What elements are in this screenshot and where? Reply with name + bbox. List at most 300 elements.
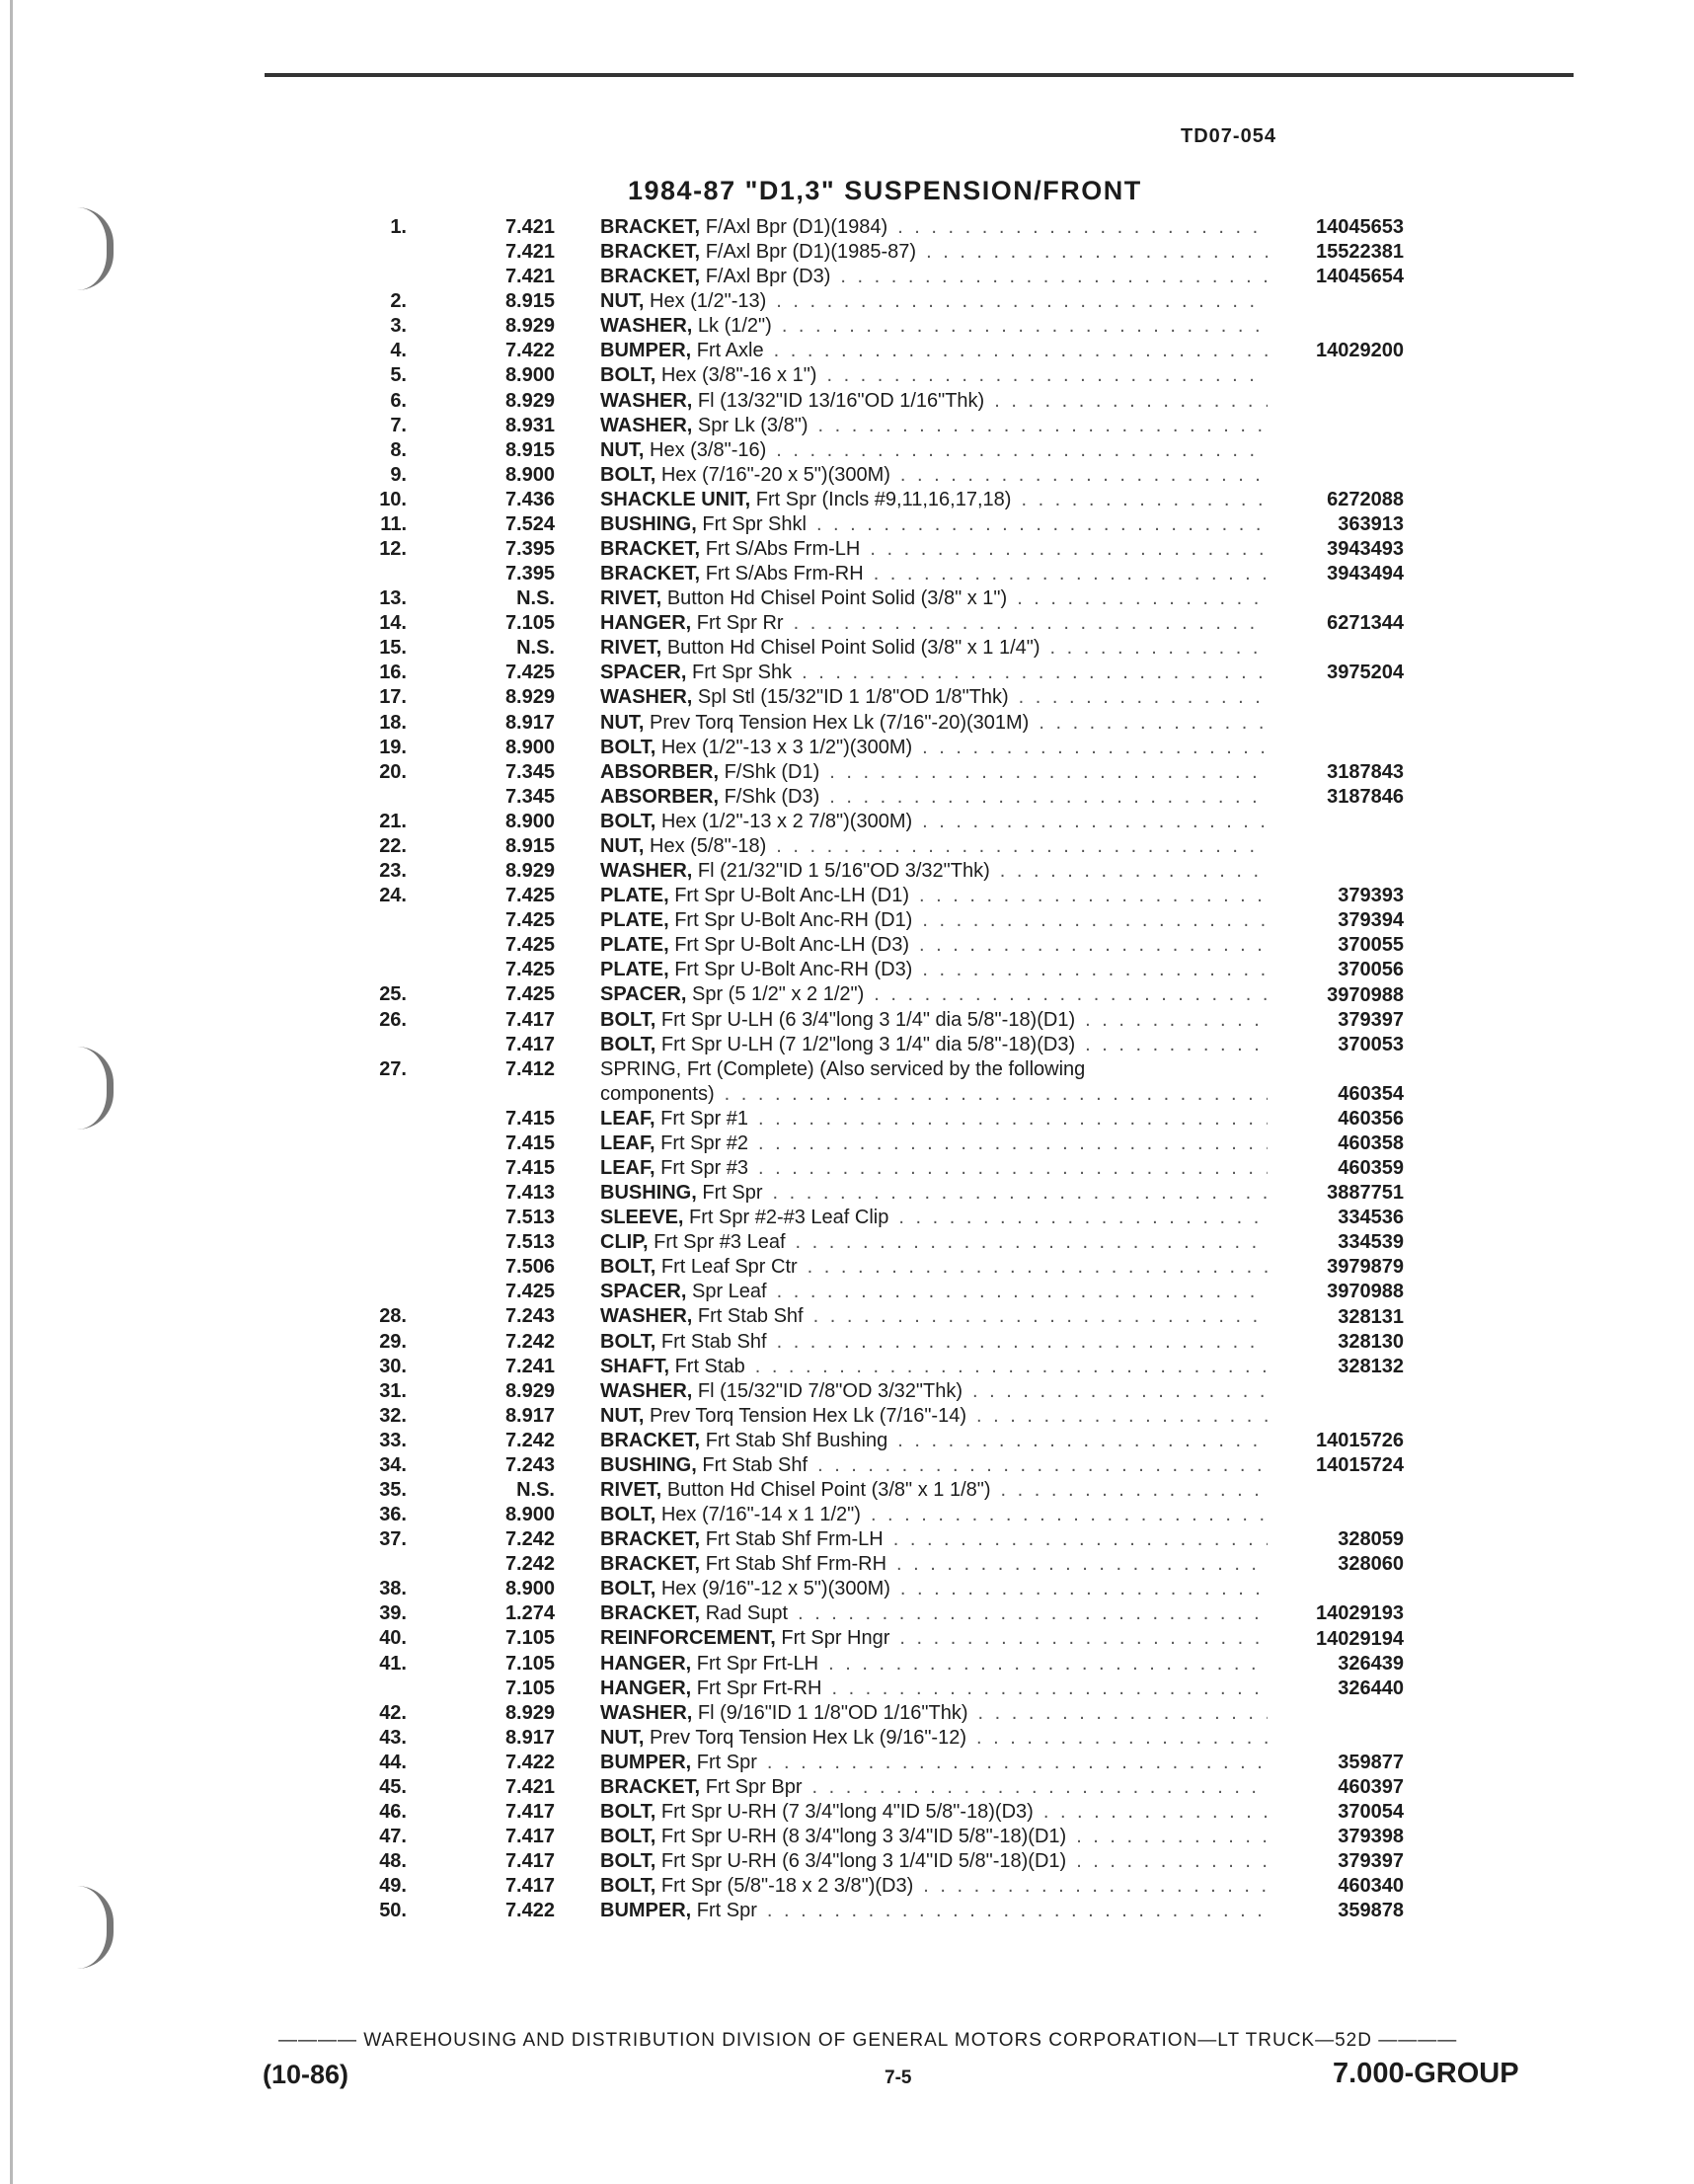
part-description <box>600 785 1268 810</box>
part-detail: Frt Spr Bpr <box>705 1775 803 1798</box>
part-description <box>600 537 1268 562</box>
group-number: 8.929 <box>504 389 555 412</box>
item-number: 31. <box>379 1379 407 1402</box>
part-detail: Frt Spr Frt-RH <box>696 1677 822 1699</box>
part-name: BRACKET, <box>600 1553 701 1576</box>
parts-row <box>0 1206 1694 1230</box>
leader-dots <box>774 339 1268 363</box>
part-description <box>600 1626 1268 1651</box>
parts-row <box>0 414 1694 438</box>
parts-row <box>0 933 1694 958</box>
part-detail: Frt Leaf Spr Ctr <box>660 1256 798 1279</box>
part-name: RIVET, <box>600 587 662 610</box>
leader-dots <box>976 1726 1268 1751</box>
part-name: ABSORBER, <box>600 760 720 783</box>
group-number: N.S. <box>516 587 555 610</box>
part-description <box>600 1181 1268 1206</box>
leader-dots <box>922 810 1268 834</box>
leader-dots <box>922 736 1268 760</box>
part-detail: Spr (5 1/2" x 2 1/2") <box>691 983 865 1006</box>
item-number: 24. <box>379 885 407 907</box>
part-description <box>600 438 1268 463</box>
part-detail: Frt Spr #2-#3 Leaf Clip <box>689 1207 889 1229</box>
part-name: HANGER, <box>600 1652 692 1675</box>
part-detail: Frt Spr <box>696 1900 757 1922</box>
part-description <box>600 215 1268 240</box>
item-number: 13. <box>379 587 407 610</box>
parts-row <box>0 1874 1694 1899</box>
part-number: 3970988 <box>1327 1281 1404 1303</box>
part-description <box>600 1601 1268 1626</box>
part-number: 370054 <box>1338 1801 1404 1824</box>
part-detail: Prev Torq Tension Hex Lk (7/16"-20)(301M) <box>650 711 1030 734</box>
part-detail: Frt Stab Shf Frm-RH <box>705 1553 887 1576</box>
parts-row <box>0 1429 1694 1453</box>
parts-row <box>0 537 1694 562</box>
group-number: 8.917 <box>504 711 555 734</box>
part-detail: Frt Spr <box>702 1182 763 1205</box>
part-detail: Frt Stab <box>674 1355 745 1377</box>
part-number: 328130 <box>1338 1330 1404 1353</box>
part-name: BOLT, <box>600 736 656 758</box>
part-description <box>600 1751 1268 1775</box>
part-number: 328060 <box>1338 1553 1404 1576</box>
footer-publisher-line: ———— WAREHOUSING AND DISTRIBUTION DIVISION OF GENERAL MOTORS CORPORATION—LT TRUCK—52D ———— <box>278 2030 1458 2051</box>
parts-row <box>0 711 1694 736</box>
part-description <box>600 414 1268 438</box>
part-detail: Lk (1/2") <box>697 315 772 338</box>
item-number: 15. <box>379 637 407 660</box>
group-number: 7.421 <box>504 1775 555 1798</box>
part-number: 14045654 <box>1316 266 1404 288</box>
part-number: 326439 <box>1338 1652 1404 1675</box>
part-detail: Fl (13/32"ID 13/16"OD 1/16"Thk) <box>697 389 985 412</box>
parts-row <box>0 859 1694 884</box>
item-number: 11. <box>380 512 407 535</box>
item-number: 30. <box>379 1355 407 1377</box>
part-detail: Frt (Complete) (Also serviced by the following <box>686 1057 1086 1080</box>
parts-row <box>0 1330 1694 1355</box>
item-number: 16. <box>379 662 407 684</box>
part-description <box>600 339 1268 363</box>
item-number: 36. <box>379 1504 407 1526</box>
parts-row <box>0 1404 1694 1429</box>
leader-dots <box>1000 859 1268 884</box>
parts-row <box>0 488 1694 512</box>
parts-row <box>0 661 1694 685</box>
part-name: BRACKET, <box>600 563 701 585</box>
parts-row <box>0 1626 1694 1651</box>
parts-row <box>0 736 1694 760</box>
group-number: 7.241 <box>504 1355 555 1377</box>
item-number: 33. <box>379 1429 407 1451</box>
parts-row <box>0 1503 1694 1527</box>
group-number: 7.417 <box>504 1850 555 1873</box>
group-number: 7.421 <box>504 216 555 238</box>
leader-dots <box>758 1131 1268 1156</box>
part-number: 14015724 <box>1316 1453 1404 1476</box>
parts-row <box>0 339 1694 363</box>
part-name: BOLT, <box>600 1578 656 1600</box>
item-number: 43. <box>379 1726 407 1749</box>
part-name: BRACKET, <box>600 1775 701 1798</box>
leader-dots <box>874 562 1268 586</box>
leader-dots <box>1085 1033 1268 1057</box>
part-description <box>600 685 1268 710</box>
parts-row <box>0 1131 1694 1156</box>
item-number: 40. <box>379 1627 407 1650</box>
parts-row <box>0 1577 1694 1601</box>
part-detail: Prev Torq Tension Hex Lk (9/16"-12) <box>650 1726 966 1749</box>
leader-dots <box>725 1082 1268 1107</box>
part-detail: Button Hd Chisel Point (3/8" x 1 1/8") <box>666 1478 991 1501</box>
part-number: 14029194 <box>1316 1627 1404 1650</box>
part-name: BOLT, <box>600 463 656 486</box>
part-number: 379397 <box>1338 1850 1404 1873</box>
part-name: NUT, <box>600 1726 645 1749</box>
part-description <box>600 1453 1268 1478</box>
part-number: 460397 <box>1338 1776 1404 1798</box>
page-title: 1984-87 "D1,3" SUSPENSION/FRONT <box>628 176 1142 205</box>
part-detail: Fl (21/32"ID 1 5/16"OD 3/32"Thk) <box>697 860 990 883</box>
part-description <box>600 1230 1268 1255</box>
leader-dots <box>767 1899 1268 1923</box>
part-detail: F/Shk (D3) <box>724 785 820 808</box>
part-detail: Spr Leaf <box>691 1281 767 1303</box>
group-number: 7.417 <box>504 1033 555 1055</box>
item-number: 27. <box>379 1057 407 1080</box>
group-number: 7.345 <box>504 760 555 783</box>
part-detail: Hex (7/16"-20 x 5")(300M) <box>660 463 890 486</box>
part-number: 359878 <box>1338 1900 1404 1922</box>
group-number: 7.422 <box>504 340 555 362</box>
leader-dots <box>829 760 1268 785</box>
part-description <box>600 933 1268 958</box>
part-name: HANGER, <box>600 612 692 635</box>
group-number: 8.915 <box>504 834 555 857</box>
group-number: 7.105 <box>504 1652 555 1675</box>
part-number: 326440 <box>1338 1677 1404 1699</box>
group-number: 8.900 <box>504 1578 555 1600</box>
part-number: 379393 <box>1338 885 1404 907</box>
part-description <box>600 736 1268 760</box>
part-name: BOLT, <box>600 1330 656 1353</box>
part-name: BUSHING, <box>600 1182 697 1205</box>
part-name: PLATE, <box>600 959 669 981</box>
parts-list <box>0 215 1694 1923</box>
part-description <box>600 1677 1268 1701</box>
part-description <box>600 1429 1268 1453</box>
parts-row <box>0 512 1694 537</box>
group-number: 7.436 <box>504 488 555 510</box>
part-name: SPRING, <box>600 1057 682 1080</box>
part-name: LEAF, <box>600 1156 655 1179</box>
part-detail: Frt Spr Shk <box>691 662 793 684</box>
group-number: 8.929 <box>504 860 555 883</box>
leader-dots <box>994 389 1268 414</box>
leader-dots <box>976 1404 1268 1429</box>
part-name: SHACKLE UNIT, <box>600 488 751 510</box>
parts-row <box>0 1304 1694 1329</box>
item-number: 5. <box>390 364 407 387</box>
group-number: 7.345 <box>504 785 555 808</box>
leader-dots <box>829 785 1268 810</box>
parts-row <box>0 1899 1694 1923</box>
group-number: 7.242 <box>504 1429 555 1451</box>
part-detail: Button Hd Chisel Point Solid (3/8" x 1") <box>666 587 1008 610</box>
leader-dots <box>897 1429 1268 1453</box>
part-name: NUT, <box>600 834 645 857</box>
item-number: 9. <box>390 463 407 486</box>
part-number: 460354 <box>1338 1082 1404 1105</box>
part-detail: Frt Spr Rr <box>696 612 784 635</box>
part-detail: Hex (3/8"-16) <box>650 438 767 461</box>
group-number: 7.105 <box>504 1677 555 1699</box>
part-number: 3943494 <box>1327 563 1404 585</box>
group-number: 7.506 <box>504 1256 555 1279</box>
part-number: 379397 <box>1338 1008 1404 1031</box>
group-number: N.S. <box>516 1478 555 1501</box>
part-name: BRACKET, <box>600 216 701 238</box>
part-name: BUSHING, <box>600 1453 697 1476</box>
part-detail: Frt Spr Frt-LH <box>696 1652 819 1675</box>
item-number: 47. <box>379 1826 407 1848</box>
group-number: 8.929 <box>504 1701 555 1724</box>
parts-row <box>0 1355 1694 1379</box>
group-number: 7.425 <box>504 983 555 1006</box>
part-detail: Hex (1/2"-13) <box>650 290 767 313</box>
leader-dots <box>777 1280 1268 1304</box>
part-description <box>600 908 1268 933</box>
part-name: WASHER, <box>600 315 693 338</box>
part-description <box>600 1849 1268 1874</box>
part-detail: F/Axl Bpr (D3) <box>705 266 831 288</box>
part-number: 15522381 <box>1316 241 1404 264</box>
item-number: 6. <box>390 389 407 412</box>
group-number: 7.395 <box>504 563 555 585</box>
part-name: LEAF, <box>600 1131 655 1154</box>
part-detail: Frt Spr (5/8"-18 x 2 3/8")(D3) <box>660 1875 914 1898</box>
part-name: WASHER, <box>600 860 693 883</box>
item-number: 44. <box>379 1751 407 1773</box>
part-description <box>600 1280 1268 1304</box>
parts-row <box>0 1280 1694 1304</box>
part-description <box>600 1726 1268 1751</box>
item-number: 48. <box>379 1850 407 1873</box>
leader-dots <box>1019 685 1268 710</box>
part-number: 328131 <box>1338 1305 1404 1328</box>
part-description <box>600 1775 1268 1800</box>
group-number: 8.915 <box>504 290 555 313</box>
part-number: 363913 <box>1338 513 1404 536</box>
group-number: 7.421 <box>504 241 555 264</box>
item-number: 8. <box>390 438 407 461</box>
part-description <box>600 1355 1268 1379</box>
group-number: 7.422 <box>504 1751 555 1773</box>
group-number: 7.243 <box>504 1453 555 1476</box>
part-number: 370056 <box>1338 959 1404 981</box>
part-description <box>600 884 1268 908</box>
group-number: 8.929 <box>504 686 555 709</box>
parts-row <box>0 982 1694 1007</box>
group-number: 7.425 <box>504 1281 555 1303</box>
group-number: 8.917 <box>504 1404 555 1427</box>
group-number: 8.900 <box>504 736 555 758</box>
parts-row <box>0 1453 1694 1478</box>
part-detail-continued: components) <box>600 1082 715 1105</box>
leader-dots <box>796 1230 1268 1255</box>
part-name: CLIP, <box>600 1231 649 1254</box>
part-detail: Frt Axle <box>696 340 764 362</box>
part-description <box>600 1330 1268 1355</box>
part-name: LEAF, <box>600 1107 655 1130</box>
part-number: 6272088 <box>1327 488 1404 510</box>
part-detail: Button Hd Chisel Point Solid (3/8" x 1 1/4") <box>666 637 1040 660</box>
parts-row <box>0 1652 1694 1677</box>
leader-dots <box>755 1355 1268 1379</box>
parts-row <box>0 1726 1694 1751</box>
group-number: 7.242 <box>504 1330 555 1353</box>
leader-dots <box>923 1874 1268 1899</box>
part-description <box>600 1131 1268 1156</box>
group-number: 8.900 <box>504 463 555 486</box>
parts-row <box>0 1008 1694 1033</box>
parts-row <box>0 265 1694 289</box>
part-detail: Hex (7/16"-14 x 1 1/2") <box>660 1504 861 1526</box>
part-description <box>600 1255 1268 1280</box>
part-name: BUMPER, <box>600 1900 692 1922</box>
part-name: WASHER, <box>600 686 693 709</box>
leader-dots <box>871 1503 1268 1527</box>
item-number: 42. <box>379 1701 407 1724</box>
part-detail: Frt S/Abs Frm-RH <box>705 563 864 585</box>
parts-row <box>0 1478 1694 1503</box>
part-detail: Frt Spr U-Bolt Anc-LH (D3) <box>674 934 910 957</box>
part-name: BOLT, <box>600 1008 656 1031</box>
group-number: 8.929 <box>504 1379 555 1402</box>
parts-row <box>0 785 1694 810</box>
leader-dots <box>893 1527 1268 1552</box>
item-number: 3. <box>390 315 407 338</box>
leader-dots <box>772 1181 1268 1206</box>
leader-dots <box>899 1626 1268 1651</box>
leader-dots <box>831 1677 1268 1701</box>
part-description <box>600 1899 1268 1923</box>
part-number: 328132 <box>1338 1355 1404 1377</box>
leader-dots <box>826 363 1268 388</box>
group-number: 7.524 <box>504 512 555 535</box>
part-number: 3187846 <box>1327 785 1404 808</box>
group-number: 7.417 <box>504 1826 555 1848</box>
leader-dots <box>798 1601 1268 1626</box>
part-name: BUMPER, <box>600 340 692 362</box>
part-number: 460340 <box>1338 1875 1404 1898</box>
part-number: 14045653 <box>1316 216 1404 239</box>
part-detail: Hex (1/2"-13 x 3 1/2")(300M) <box>660 736 913 758</box>
item-number: 46. <box>379 1801 407 1823</box>
parts-row <box>0 1849 1694 1874</box>
part-description <box>600 1304 1268 1329</box>
leader-dots <box>782 314 1268 339</box>
part-detail: Frt S/Abs Frm-LH <box>705 538 861 561</box>
parts-row <box>0 438 1694 463</box>
document-number: TD07-054 <box>1181 125 1276 147</box>
leader-dots <box>808 1255 1268 1280</box>
part-description <box>600 240 1268 265</box>
group-number: 7.105 <box>504 612 555 635</box>
group-number: 7.425 <box>504 885 555 907</box>
part-number: 359877 <box>1338 1751 1404 1773</box>
parts-row <box>0 314 1694 339</box>
part-description <box>600 289 1268 314</box>
part-detail: Hex (3/8"-16 x 1") <box>660 364 817 387</box>
part-description <box>600 1156 1268 1181</box>
group-number: 7.415 <box>504 1131 555 1154</box>
leader-dots <box>874 982 1268 1007</box>
part-name: BOLT, <box>600 364 656 387</box>
part-name: RIVET, <box>600 637 662 660</box>
part-number: 14029193 <box>1316 1602 1404 1625</box>
group-number: 7.422 <box>504 1900 555 1922</box>
group-number: 8.917 <box>504 1726 555 1749</box>
part-description <box>600 1404 1268 1429</box>
part-detail: Spl Stl (15/32"ID 1 1/8"OD 1/8"Thk) <box>697 686 1009 709</box>
part-name: PLATE, <box>600 885 669 907</box>
part-name: SPACER, <box>600 1281 687 1303</box>
part-description <box>600 834 1268 859</box>
item-number: 10. <box>379 488 407 510</box>
item-number: 34. <box>379 1453 407 1476</box>
leader-dots <box>813 1304 1268 1329</box>
part-number: 3979879 <box>1327 1256 1404 1279</box>
parts-row <box>0 1825 1694 1849</box>
part-name: BOLT, <box>600 810 656 832</box>
leader-dots <box>1017 586 1268 611</box>
part-name: NUT, <box>600 1404 645 1427</box>
item-number: 18. <box>379 711 407 734</box>
part-detail: Frt Stab Shf <box>702 1453 808 1476</box>
leader-dots <box>828 1652 1268 1677</box>
group-number: 8.900 <box>504 1504 555 1526</box>
parts-row <box>0 1751 1694 1775</box>
item-number: 2. <box>390 290 407 313</box>
parts-row <box>0 810 1694 834</box>
item-number: 12. <box>379 538 407 561</box>
part-name: BOLT, <box>600 1801 656 1823</box>
part-description <box>600 611 1268 636</box>
item-number: 1. <box>390 216 407 238</box>
part-detail: Frt Stab Shf <box>660 1330 767 1353</box>
group-number: 7.425 <box>504 934 555 957</box>
parts-row <box>0 1230 1694 1255</box>
part-number: 14015726 <box>1316 1429 1404 1451</box>
part-description <box>600 1874 1268 1899</box>
leader-dots <box>1001 1478 1268 1503</box>
group-number: 7.243 <box>504 1305 555 1328</box>
group-number: 7.513 <box>504 1207 555 1229</box>
leader-dots <box>1085 1008 1268 1033</box>
part-description <box>600 859 1268 884</box>
part-detail: Frt Spr #3 <box>660 1156 749 1179</box>
item-number: 22. <box>379 834 407 857</box>
leader-dots <box>777 1330 1268 1355</box>
part-description <box>600 389 1268 414</box>
leader-dots <box>972 1379 1268 1404</box>
parts-row <box>0 636 1694 661</box>
part-name: WASHER, <box>600 1305 693 1328</box>
parts-row <box>0 834 1694 859</box>
item-number: 23. <box>379 860 407 883</box>
